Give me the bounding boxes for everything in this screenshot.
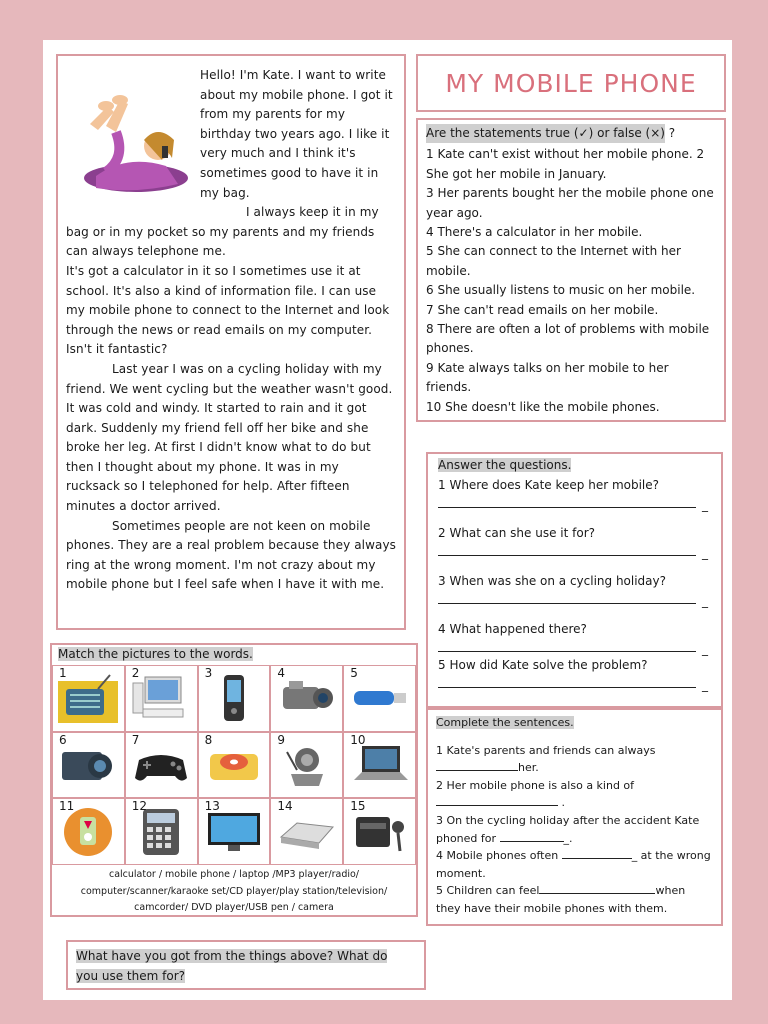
picture-number: 15 [350,799,366,814]
picture-cell[interactable] [198,798,271,865]
match-pictures-box [50,643,418,917]
picture-cell[interactable] [198,665,271,732]
word-bank-line: camcorder/ DVD player/USB pen / camera [134,902,334,913]
statement: 5 She can connect to the Internet with her mobile. [426,244,681,278]
word-bank-line: calculator / mobile phone / laptop /MP3 player/radio/ [108,869,360,880]
sentence-text: 5 Children can feel [436,884,540,898]
picture-number: 4 [277,666,286,680]
sentence-5 [436,882,713,917]
sentence-text: 4 Mobile phones often [436,849,559,863]
sentence-3 [436,812,713,847]
story-intro: Hello! I'm Kate. I want to write about my mobile phone. I got it from my parents for my birthday two years ago. I like it very much and I think it's sometimes good to have it in my bag. [200,68,393,200]
picture-number: 3 [204,666,213,680]
true-false-heading: Are the statements true (✓) or false (×) [426,124,665,143]
sentence-text: 2 Her mobile phone is also a kind of [436,778,635,792]
picture-cell[interactable] [343,665,416,732]
computer-icon [131,673,191,723]
have-question-line-2: use them for? [98,969,185,983]
question: 5 How did Kate solve the problem? [438,658,648,672]
picture-number: 13 [204,799,220,814]
sentence-4 [436,847,713,882]
camera-icon [58,740,118,790]
question: 3 When was she on a cycling holiday? [438,574,666,588]
answer-questions-box [426,452,723,708]
story-paragraph-3: Last year I was on a cycling holiday with my friend. We went cycling but the weather wasn't good. It was cold and windy. It started to rain and it got dark. Suddenly my friend fell off her bike and she broke her leg. At first I didn't know what to do but then I thought about my phone. It was in my rucksack so I telephoned for help. After fifteen minutes a doctor arrived. [66,361,393,514]
what-have-you-got-box [66,940,426,990]
karaoke-set-icon [277,740,337,790]
picture-number: 7 [131,732,140,747]
picture-number: 8 [204,732,213,747]
sentence-text: 1 Kate's parents and friends can always [436,743,656,757]
mobile-phone-icon [204,673,264,723]
question: 1 Where does Kate keep her mobile? [438,478,660,492]
scanner-icon [277,807,337,857]
answer-line[interactable] [438,496,696,508]
picture-cell[interactable] [270,732,343,799]
statement: 6 She usually listens to music on her mobile. [426,283,696,298]
blank-field[interactable] [436,761,518,771]
laptop-icon [350,740,410,790]
answer-line[interactable] [438,640,696,652]
picture-number: 10 [350,732,366,747]
answer-line[interactable] [438,676,696,688]
sentence-2 [436,777,713,812]
picture-number: 14 [277,799,293,814]
true-false-box [416,118,726,422]
usb-pen-icon [350,673,410,723]
calculator-icon [131,807,191,857]
story-box [56,54,406,630]
title-box [416,54,726,112]
question: 4 What happened there? [438,622,587,636]
statement: 1 Kate can't exist without her mobile phone. 2 She got her mobile in January. [426,147,705,181]
sentence-text: _. [563,831,573,845]
picture-cell[interactable] [125,665,198,732]
picture-number: 12 [131,799,148,814]
picture-number: 6 [59,732,67,747]
complete-sentences-box [426,708,723,926]
mp3-player-icon [58,807,118,857]
sentence-1 [436,742,713,777]
story-paragraph-4: Sometimes people are not keen on mobile phones. They are a real problem because they always ring at the wrong moment. I'm not crazy about my mobile phone but I feel safe when I have it with me. [66,518,397,592]
dvd-player-icon [350,807,410,857]
radio-icon [58,673,118,723]
have-question-you: you [76,969,99,983]
picture-cell[interactable] [198,732,271,799]
picture-number: 9 [277,732,286,747]
girl-phone-illustration-icon [66,66,194,206]
word-bank-line: computer/scanner/karaoke set/CD player/play station/television/ [80,885,388,897]
sentence-text: her. [518,761,539,775]
have-question-line-1: What have you got from the things above? What do [76,949,388,963]
picture-cell[interactable] [270,798,343,865]
sentence-text: when they have their mobile phones with them. [436,884,686,915]
sentence-text: _ at the wrong moment. [436,849,711,880]
true-false-heading-row [426,124,716,145]
blank-field[interactable] [500,832,564,842]
camcorder-icon [277,673,337,723]
word-bank [52,867,416,917]
blank-field[interactable] [562,849,632,859]
picture-cell[interactable] [52,732,125,799]
statement: 9 Kate always talks on her mobile to her friends. [426,360,669,395]
statement: 4 There's a calculator in her mobile. [426,225,643,240]
picture-cell[interactable] [125,798,198,865]
statement: 7 She can't read emails on her mobile. [426,302,659,317]
television-icon [204,807,264,857]
blank-field[interactable] [436,796,558,806]
picture-cell[interactable] [270,665,343,732]
sentence-text: . [561,796,565,810]
picture-cell[interactable] [52,798,125,865]
bottom-band [18,1000,760,1024]
answer-line[interactable] [438,544,696,556]
picture-cell[interactable] [343,798,416,865]
question: 2 What can she use it for? [438,526,595,540]
cd-player-icon [204,740,264,790]
blank-field[interactable] [539,884,655,894]
picture-cell[interactable] [125,732,198,799]
picture-cell[interactable] [343,732,416,799]
match-heading-row [52,645,416,665]
answer-line[interactable] [438,592,696,604]
picture-number: 5 [350,666,358,680]
sentence-text: 3 On the cycling holiday after the accident Kate phoned for [436,813,700,845]
picture-number: 11 [59,799,75,814]
picture-cell[interactable] [52,665,125,732]
picture-grid [52,665,416,865]
page-title: MY MOBILE PHONE [445,68,697,98]
match-heading: Match the pictures to the words. [58,647,253,661]
statement: 10 She doesn't like the mobile phones. [426,399,660,414]
picture-number: 1 [59,666,67,680]
complete-heading: Complete the sentences. [436,716,574,729]
story-paragraph-2: It's got a calculator in it so I sometimes use it at school. It's also a kind of information file. I can use my mobile phone to connect to the Internet and look through the news or read emails on my computer. Isn't it fantastic? [66,263,390,357]
true-false-heading-tail: ? [664,126,676,140]
answer-heading: Answer the questions. [438,458,572,472]
statement: 8 There are often a lot of problems with mobile phones. [426,322,710,356]
story-paragraph-1: I always keep it in my bag or in my pocket so my parents and my friends can always telephone me. [66,205,379,259]
picture-number: 2 [131,666,140,680]
play-station-icon [131,740,191,790]
statement: 3 Her parents bought her the mobile phone one year ago. [426,186,714,220]
